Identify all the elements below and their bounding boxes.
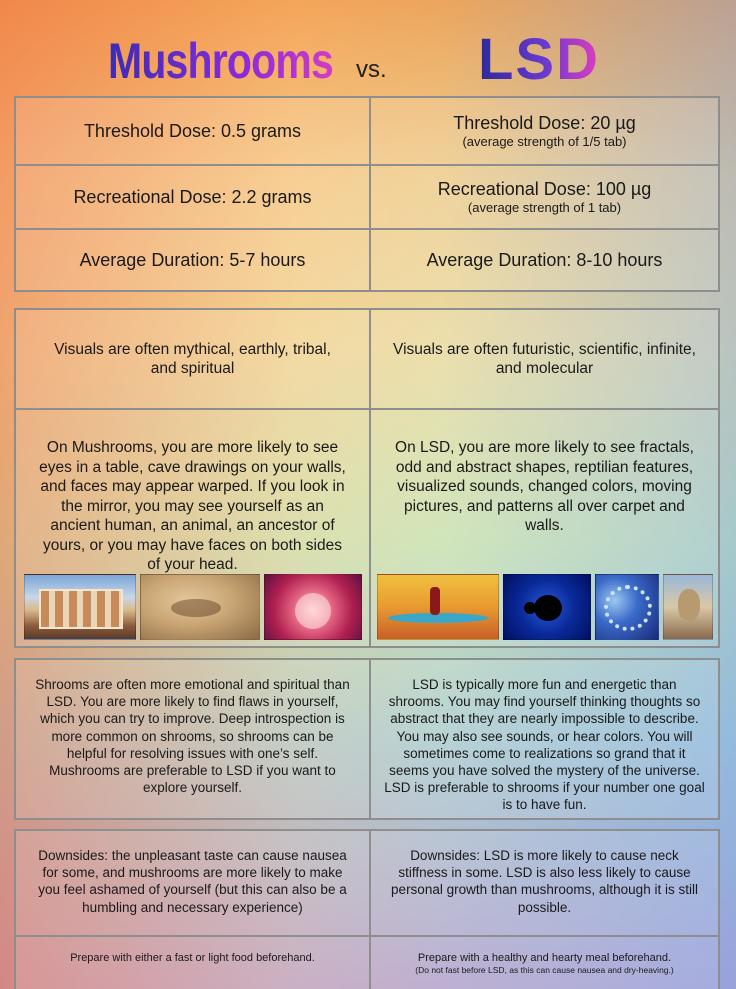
- lsd-recreational-note: (average strength of 1 tab): [467, 200, 622, 215]
- mushrooms-threshold-dose: Threshold Dose: 0.5 grams: [83, 121, 302, 141]
- title-lsd: LSD: [478, 27, 600, 92]
- dose-table: [14, 96, 720, 292]
- title-mushrooms: Mushrooms: [108, 33, 333, 89]
- duration-row: [16, 228, 718, 290]
- lsd-experience: LSD is typically more fun and energetic than shrooms. You may find yourself thinking thoughts so abstract that they are nearly impossible to describe. You may also see sounds, or hear colors. You will sometimes come to realizations so grand that it seems you have solved the mystery of the universe. LSD is preferable to shrooms if your number one goal is to have fun.: [384, 677, 705, 813]
- lsd-experience-cell: [369, 660, 718, 818]
- mushrooms-threshold-cell: [16, 98, 369, 164]
- mushrooms-downsides: Downsides: the unpleasant taste can cause nausea for some, and mushrooms are more likely to make you feel ashamed of yourself (but this can also be a humbling and necessary experience): [38, 848, 347, 915]
- experience-table: [14, 658, 720, 820]
- lsd-image-strip: [377, 574, 715, 640]
- lsd-visuals-detail: On LSD, you are more likely to see fractals, odd and abstract shapes, reptilian features, visualized sounds, changed colors, moving pictures, and patterns all over carpet and walls.: [395, 439, 694, 534]
- lsd-threshold-dose: Threshold Dose: 20 µg: [453, 113, 636, 133]
- lsd-threshold-cell: [369, 98, 718, 164]
- cave-drawings-image: [140, 574, 260, 640]
- mushrooms-visuals-summary-cell: [16, 310, 369, 408]
- lsd-recreational-dose: Recreational Dose: 100 µg: [437, 179, 652, 199]
- mushrooms-experience-cell: [16, 660, 369, 818]
- mushrooms-visuals-summary: Visuals are often mythical, earthly, tribal, and spiritual: [54, 340, 331, 377]
- tribal-faces-image: [264, 574, 362, 640]
- prepare-row: [16, 935, 718, 989]
- header-title: [0, 27, 736, 92]
- surreal-table-image: [377, 574, 499, 640]
- lsd-prepare-note: (Do not fast before LSD, as this can cause nausea and dry-heaving.): [415, 965, 674, 975]
- visuals-summary-row: [16, 310, 718, 408]
- mushrooms-image-strip: [24, 574, 364, 640]
- lsd-downsides-cell: [369, 831, 718, 935]
- visuals-detail-row: [16, 408, 718, 646]
- lsd-visuals-summary: Visuals are often futuristic, scientific, infinite, and molecular: [393, 340, 696, 377]
- mushrooms-visuals-detail: On Mushrooms, you are more likely to see eyes in a table, cave drawings on your walls, and faces may appear warped. If you look in the mirror, you may see yourself as an ancient human, an animal, an ancestor of yours, or you may have faces on both sides of your head.: [39, 439, 346, 573]
- lsd-threshold-note: (average strength of 1/5 tab): [462, 134, 627, 149]
- lsd-duration-cell: [369, 230, 718, 290]
- mushrooms-prepare: Prepare with either a fast or light food beforehand.: [70, 952, 315, 964]
- lsd-prepare: Prepare with a healthy and hearty meal beforehand.: [417, 952, 672, 964]
- recreational-row: [16, 164, 718, 228]
- lsd-downsides: Downsides: LSD is more likely to cause neck stiffness in some. LSD is also less likely to cause personal growth than mushrooms, although it is still possible.: [391, 848, 698, 915]
- experience-row: [16, 660, 718, 818]
- mushrooms-downsides-cell: [16, 831, 369, 935]
- mushrooms-prepare-cell: [16, 937, 369, 989]
- mushrooms-recreational-dose: Recreational Dose: 2.2 grams: [73, 187, 312, 207]
- lsd-visuals-summary-cell: [369, 310, 718, 408]
- downsides-table: [14, 829, 720, 989]
- title-vs: vs.: [356, 56, 387, 83]
- mushrooms-duration-cell: [16, 230, 369, 290]
- surreal-faces-image: [663, 574, 713, 640]
- lsd-prepare-cell: [369, 937, 718, 989]
- threshold-row: [16, 98, 718, 164]
- mushrooms-experience: Shrooms are often more emotional and spiritual than LSD. You are more likely to find flaws in yourself, which you can try to improve. Deep introspection is more common on shrooms, so shrooms can be helpful for resolving issues with one’s self. Mushrooms are preferable to LSD if you want to explore yourself.: [35, 677, 350, 796]
- mushrooms-duration: Average Duration: 5-7 hours: [79, 250, 306, 270]
- lsd-recreational-cell: [369, 166, 718, 228]
- temple-facade-image: [24, 574, 136, 640]
- downsides-row: [16, 831, 718, 935]
- mushrooms-recreational-cell: [16, 166, 369, 228]
- mandelbrot-fractal-image: [503, 574, 591, 640]
- lsd-duration: Average Duration: 8-10 hours: [426, 250, 663, 270]
- visuals-table: [14, 308, 720, 648]
- reptile-pattern-image: [595, 574, 659, 640]
